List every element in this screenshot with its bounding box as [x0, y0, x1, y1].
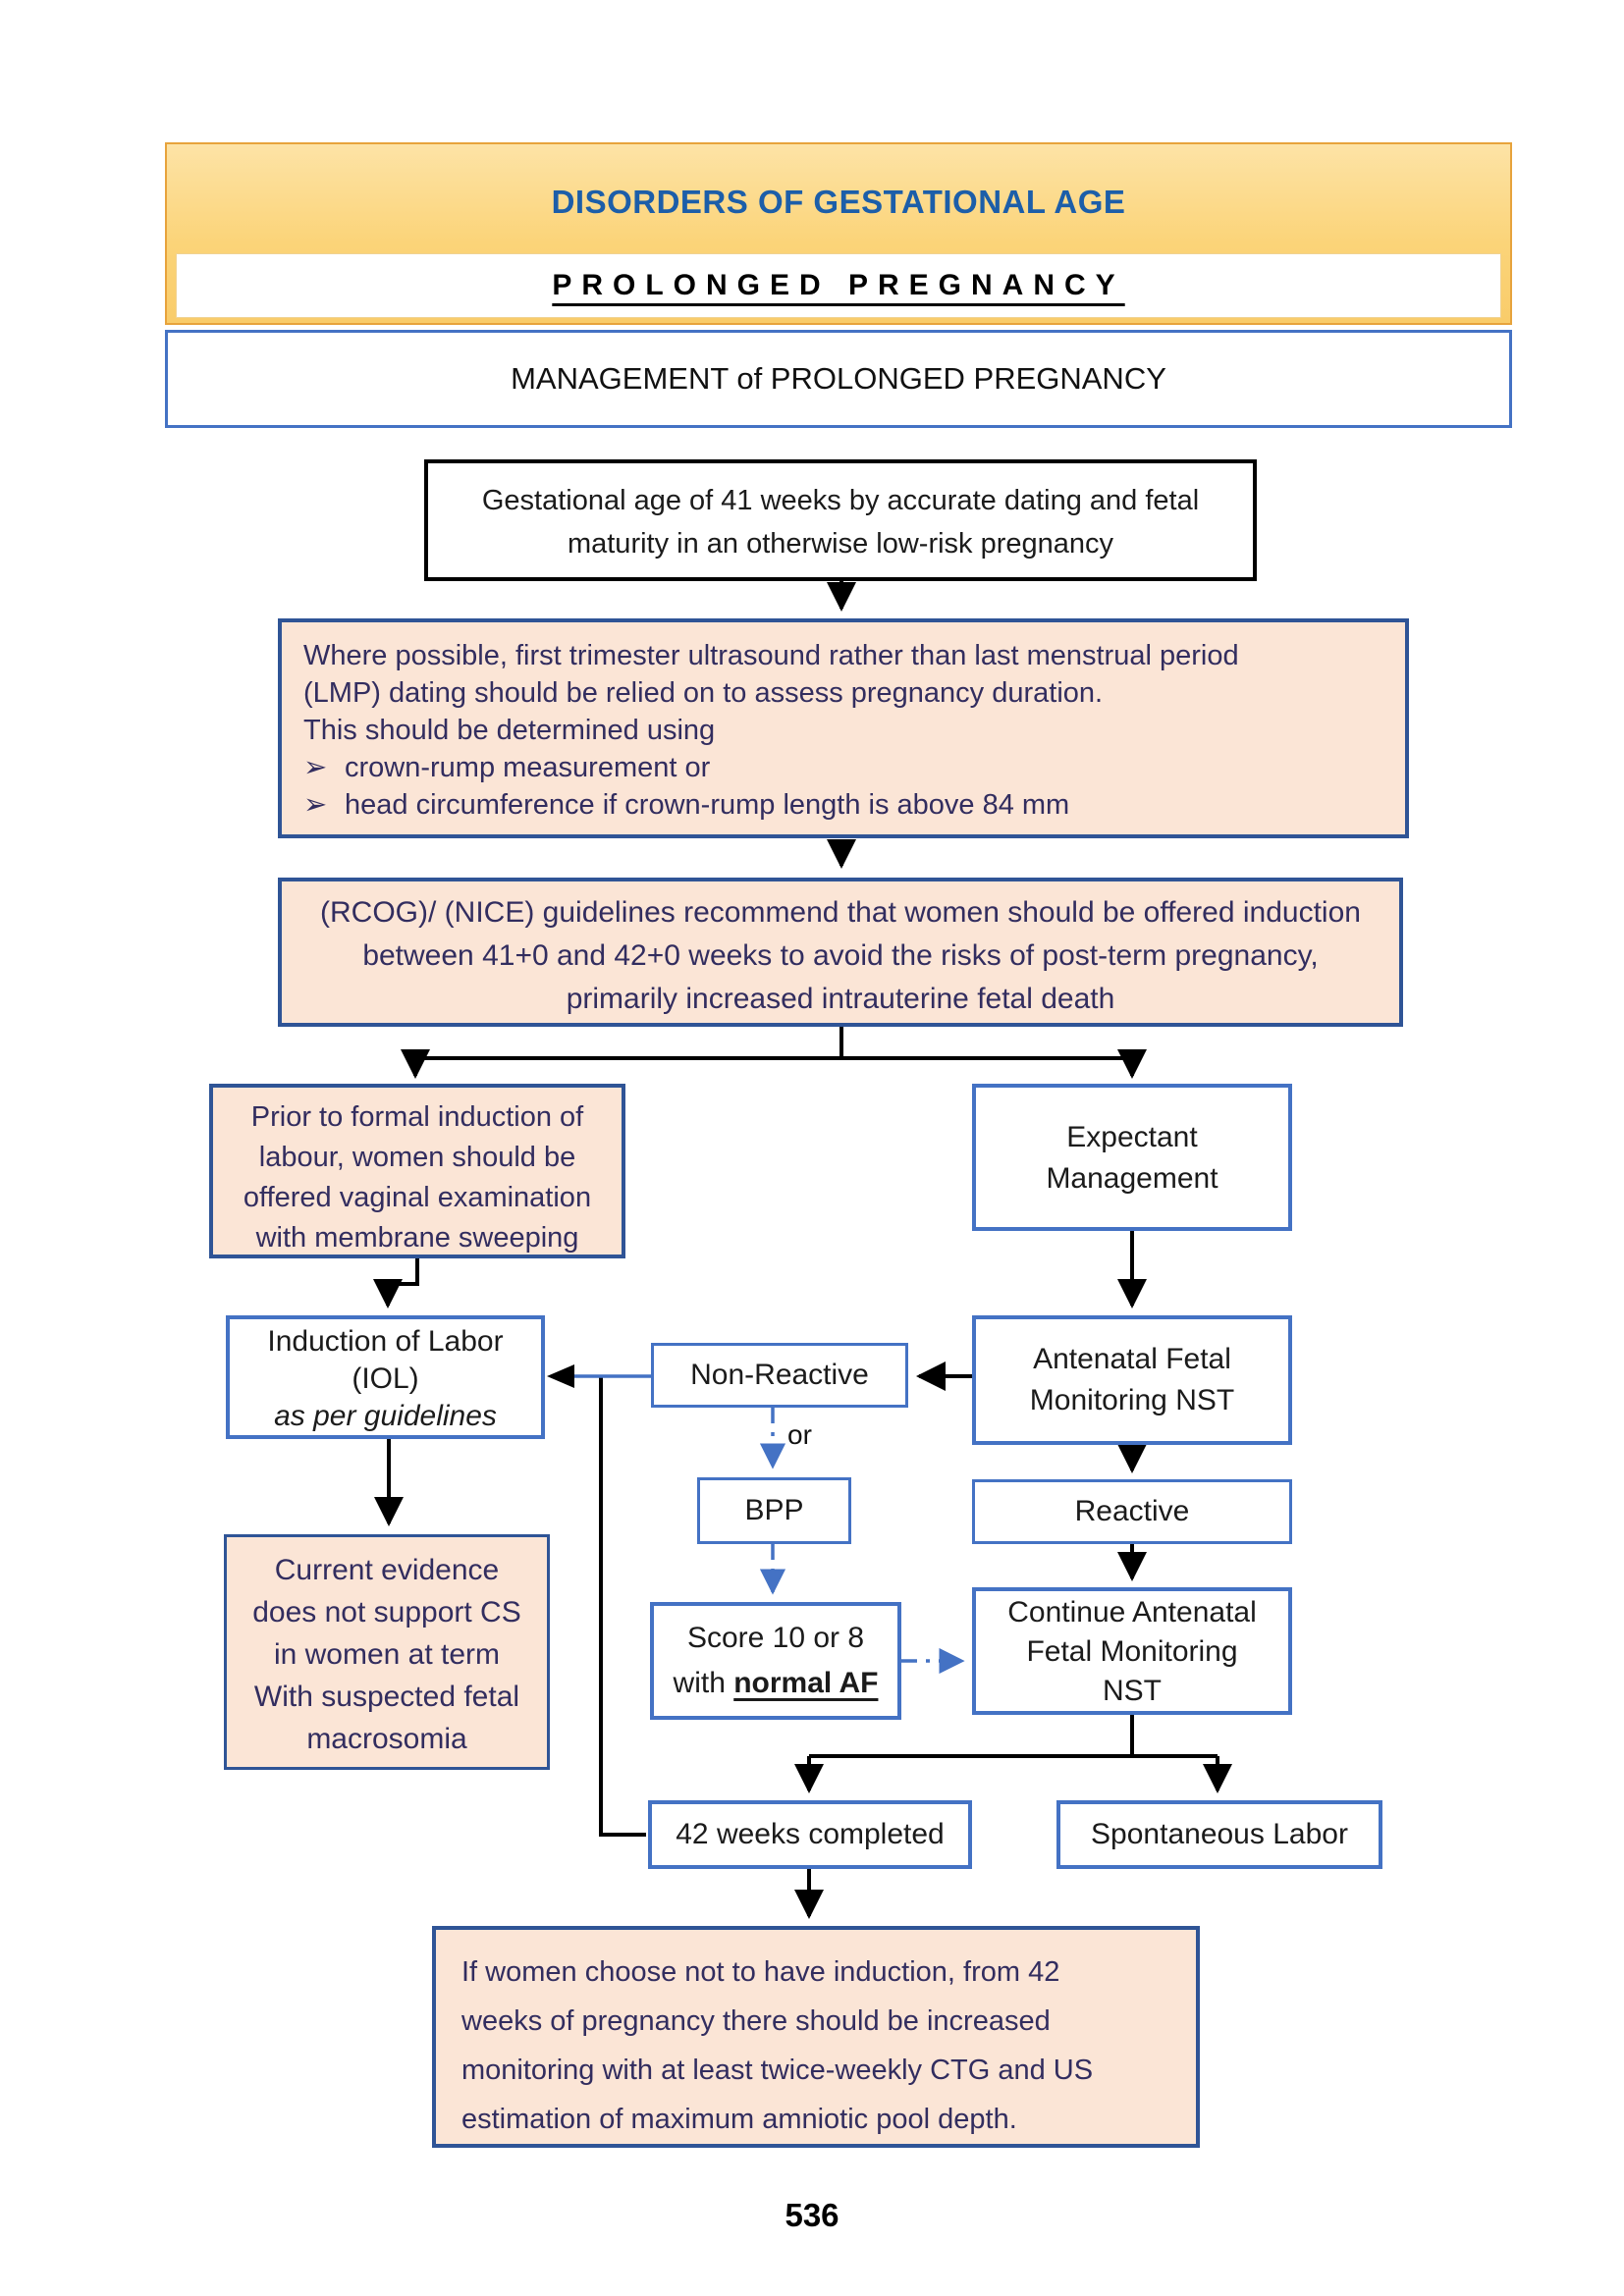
antenatal-line: Antenatal Fetal [1033, 1343, 1231, 1375]
bullet-text: crown-rump measurement or [345, 752, 711, 783]
score-line: Score 10 or 8 [686, 1622, 865, 1654]
connector-sweep-iol [388, 1258, 417, 1306]
iol-line-italic: as per guidelines [274, 1400, 497, 1432]
bullet-text: head circumference if crown-rump length is above 84 mm [345, 789, 1070, 821]
non-reactive-box [651, 1343, 908, 1408]
connector-guidelines-split [415, 1027, 1132, 1058]
antenatal-monitoring-box [972, 1315, 1292, 1445]
connector-nonreactive-drop [601, 1376, 646, 1835]
macrosomia-line: in women at term [273, 1638, 501, 1671]
membrane-sweep-line: Prior to formal induction of [250, 1101, 584, 1133]
no-induction-line: If women choose not to have induction, from 42 [461, 1956, 1060, 1988]
reactive-box [972, 1479, 1292, 1544]
spontaneous-labor-label: Spontaneous Labor [1091, 1818, 1348, 1850]
continue-line: NST [1103, 1675, 1162, 1707]
score-line2-prefix: with [673, 1667, 734, 1699]
score-normal-af: normal AF [733, 1667, 879, 1699]
continue-line: Fetal Monitoring [1026, 1635, 1238, 1668]
section-title: MANAGEMENT of PROLONGED PREGNANCY [511, 361, 1166, 396]
guidelines-line: (RCOG)/ (NICE) guidelines recommend that women should be offered induction [320, 896, 1361, 929]
no-induction-line: monitoring with at least twice-weekly CTG and US [461, 2055, 1094, 2086]
42-weeks-box [648, 1800, 972, 1869]
or-label: or [787, 1419, 812, 1450]
bpp-label: BPP [744, 1494, 804, 1526]
continue-line: Continue Antenatal [1007, 1596, 1257, 1629]
page-number: 536 [785, 2197, 839, 2233]
iol-line: (IOL) [352, 1362, 419, 1395]
macrosomia-line: With suspected fetal [253, 1681, 520, 1713]
start-line: Gestational age of 41 weeks by accurate dating and fetal [481, 485, 1200, 516]
ultrasound-line: (LMP) dating should be relied on to assess pregnancy duration. [303, 677, 1104, 709]
no-induction-line: estimation of maximum amniotic pool depth. [461, 2104, 1017, 2135]
macrosomia-line: macrosomia [306, 1723, 467, 1755]
non-reactive-label: Non-Reactive [690, 1359, 869, 1391]
expectant-management-box [972, 1084, 1292, 1231]
membrane-sweep-line: offered vaginal examination [243, 1182, 592, 1213]
page-title: DISORDERS OF GESTATIONAL AGE [551, 184, 1126, 220]
start-box [424, 459, 1257, 581]
page-subtitle: PROLONGED PREGNANCY [552, 269, 1125, 301]
antenatal-line: Monitoring NST [1029, 1384, 1235, 1416]
ultrasound-line: Where possible, first trimester ultrasound rather than last menstrual period [303, 640, 1239, 671]
no-induction-line: weeks of pregnancy there should be increased [461, 2005, 1051, 2037]
bpp-box [697, 1477, 851, 1544]
arrow-bullet-icon: ➢ [303, 789, 328, 821]
42-weeks-label: 42 weeks completed [676, 1818, 945, 1850]
arrow-bullet-icon: ➢ [303, 752, 328, 783]
spontaneous-labor-box [1056, 1800, 1382, 1869]
membrane-sweep-line: labour, women should be [258, 1142, 576, 1173]
start-line: maturity in an otherwise low-risk pregnancy [567, 528, 1114, 560]
continue-monitoring-box [972, 1587, 1292, 1715]
expectant-line: Expectant [1066, 1121, 1198, 1153]
connector-continue-split [809, 1715, 1218, 1756]
expectant-line: Management [1046, 1162, 1218, 1195]
arrowhead-into-iol [547, 1364, 574, 1388]
induction-of-labor-box [226, 1315, 545, 1439]
guidelines-line: primarily increased intrauterine fetal death [566, 983, 1115, 1015]
score-box [650, 1602, 901, 1720]
macrosomia-line: does not support CS [252, 1596, 521, 1629]
ultrasound-line: This should be determined using [303, 715, 716, 746]
reactive-label: Reactive [1074, 1495, 1190, 1527]
guidelines-line: between 41+0 and 42+0 weeks to avoid the risks of post-term pregnancy, [362, 939, 1319, 972]
macrosomia-line: Current evidence [274, 1554, 500, 1586]
membrane-sweep-line: with membrane sweeping [255, 1222, 579, 1254]
iol-line: Induction of Labor [267, 1325, 504, 1358]
score-line2 [654, 1661, 897, 1706]
